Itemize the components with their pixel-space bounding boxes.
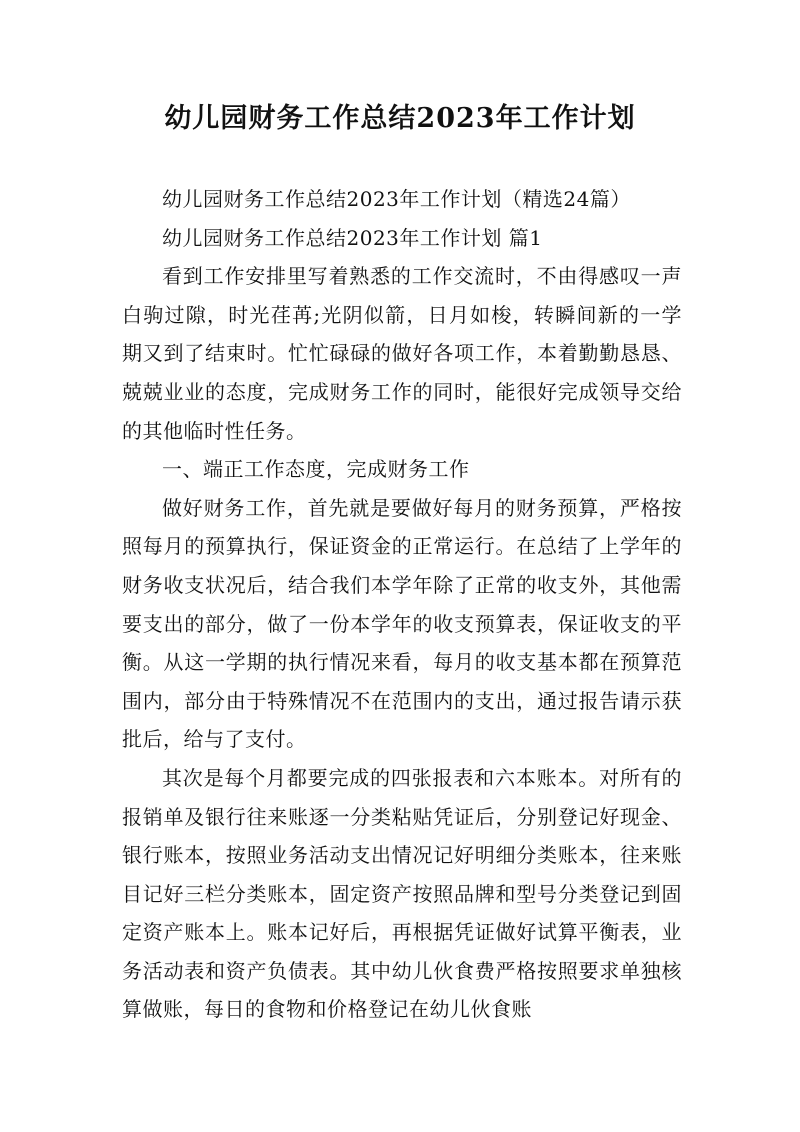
document-title: 幼儿园财务工作总结2023年工作计划 [164,103,636,134]
section-heading: 幼儿园财务工作总结2023年工作计划 篇1 [162,225,543,250]
subtitle-line: 幼儿园财务工作总结2023年工作计划（精选24篇） [162,187,631,211]
body-paragraph: 做好财务工作，首先就是要做好每月的财务预算，严格按照每月的预算执行，保证资金的正常运行。在总结了上学年的财务收支状况后，结合我们本学年除了正常的收支外，其他需要支出的部分，做了一份本学年的收支预算表，保证收支的平衡。从这一学期的执行情况来看，每月的收支基本都在预算范围内，部分由于特殊情况不在范围内的支出，通过报告请示获批后，给与了支付。 [122,495,682,752]
body-paragraph: 其次是每个月都要完成的四张报表和六本账本。对所有的报销单及银行往来账逐一分类粘贴凭证后，分别登记好现金、银行账本，按照业务活动支出情况记好明细分类账本，往来账目记好三栏分类账本，固定资产按照品牌和型号分类登记到固定资产账本上。账本记好后，再根据凭证做好试算平衡表，业务活动表和资产负债表。其中幼儿伙食费严格按照要求单独核算做账，每日的食物和价格登记在幼儿伙食账 [122,765,682,1022]
body-paragraph: 看到工作安排里写着熟悉的工作交流时，不由得感叹一声白驹过隙，时光荏苒;光阴似箭，日月如梭，转瞬间新的一学期又到了结束时。忙忙碌碌的做好各项工作，本着勤勤恳恳、兢兢业业的态度，完成财务工作的同时，能很好完成领导交给的其他临时性任务。 [122,264,682,443]
subsection-heading: 一、端正工作态度，完成财务工作 [162,457,470,482]
document-body [122,180,682,1029]
